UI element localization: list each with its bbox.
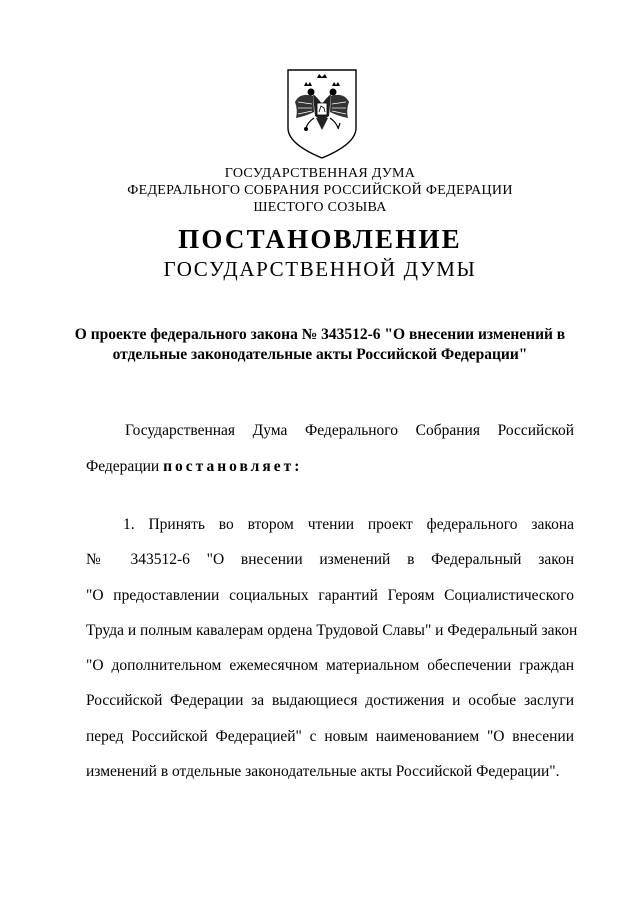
document-type-title: ПОСТАНОВЛЕНИЕ — [178, 224, 462, 254]
org-name-line1: ГОСУДАРСТВЕННАЯ ДУМА — [224, 166, 416, 181]
document-subject-line2: отдельные законодательные акты Российской Федерации" — [112, 346, 528, 363]
preamble-line2 — [86, 449, 574, 485]
document-subject — [0, 325, 640, 365]
preamble-line2-start: Федерации — [86, 458, 164, 475]
clause-1-line: "О дополнительном ежемесячном материальном обеспечении граждан — [86, 657, 574, 675]
org-name-line2: ФЕДЕРАЛЬНОГО СОБРАНИЯ РОССИЙСКОЙ ФЕДЕРАЦИИ — [127, 183, 513, 198]
clause-1-line: Российской Федерации за выдающиеся достижения и особые заслуги — [86, 692, 574, 710]
coat-of-arms-icon — [284, 66, 360, 162]
clause-1-line: № 343512-6 "О внесении изменений в Федеральный закон — [86, 551, 574, 569]
convocation-line: ШЕСТОГО СОЗЫВА — [253, 200, 387, 215]
preamble-line1: Государственная Дума Федерального Собрания Российской — [125, 422, 574, 439]
clause-1-paragraph — [86, 507, 578, 789]
clause-1-line: 1. Принять во втором чтении проект федерального закона — [123, 516, 574, 533]
document-subject-line1: О проекте федерального закона № 343512-6 "О внесении изменений в — [74, 326, 566, 343]
clause-1-line-last: изменений в отдельные законодательные акты Российской Федерации". — [86, 763, 560, 781]
clause-1-line: Труда и полным кавалерам ордена Трудовой Славы" и Федеральный закон — [86, 621, 578, 639]
resolves-word: постановляет: — [163, 458, 303, 475]
document-type-subtitle: ГОСУДАРСТВЕННОЙ ДУМЫ — [163, 257, 477, 281]
clause-1-line: "О предоставлении социальных гарантий Героям Социалистического — [86, 586, 574, 604]
clause-1-line: перед Российской Федерацией" с новым наименованием "О внесении — [86, 727, 574, 745]
preamble-paragraph — [86, 413, 574, 485]
